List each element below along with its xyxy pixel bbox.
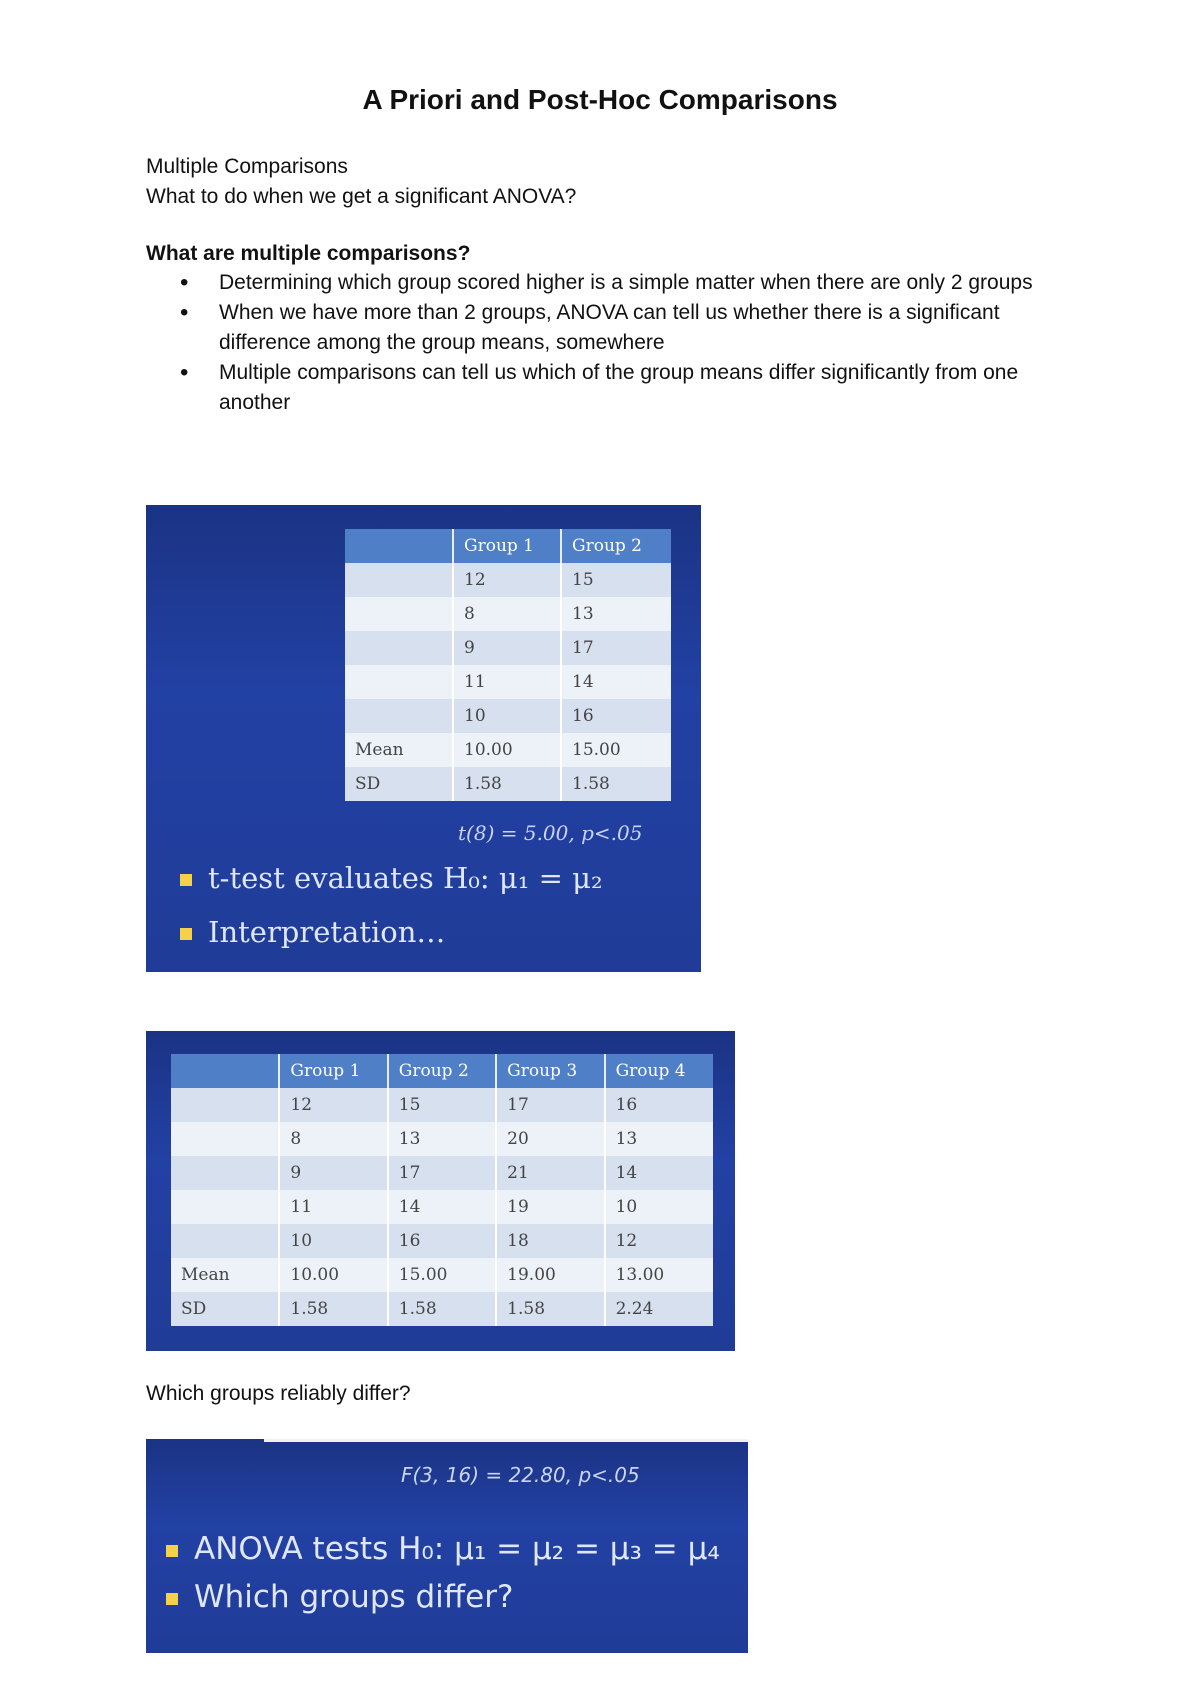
table-cell: 16 — [561, 699, 671, 733]
table-cell: 1.58 — [388, 1292, 496, 1326]
table-row-mean — [345, 733, 671, 767]
anova-result: F(3, 16) = 22.80, p<.05 — [401, 1463, 640, 1487]
table-cell: Mean — [171, 1258, 279, 1292]
table-cell: 12 — [605, 1224, 713, 1258]
table-cell: 12 — [453, 563, 561, 597]
table-cell: 17 — [496, 1088, 604, 1122]
divider — [264, 1439, 748, 1442]
table-cell: 8 — [279, 1122, 387, 1156]
table-cell: 10 — [279, 1224, 387, 1258]
page-title: A Priori and Post-Hoc Comparisons — [362, 84, 838, 115]
table-cell: 21 — [496, 1156, 604, 1190]
table-cell: 17 — [388, 1156, 496, 1190]
table-cell: 11 — [453, 665, 561, 699]
table-cell: 12 — [279, 1088, 387, 1122]
table-cell: 9 — [453, 631, 561, 665]
table-cell: 16 — [605, 1088, 713, 1122]
table-cell: 1.58 — [561, 767, 671, 801]
question-text: Which groups reliably differ? — [146, 1382, 411, 1405]
slide-bullet — [166, 1579, 513, 1615]
table-row — [171, 1190, 713, 1224]
bullet-square-icon — [166, 1593, 178, 1605]
table-row-sd — [345, 767, 671, 801]
header-cell: Group 2 — [561, 529, 671, 563]
table-cell: 13 — [605, 1122, 713, 1156]
slide-four-groups — [146, 1031, 735, 1351]
bullet-square-icon — [180, 874, 192, 886]
bullet-list — [146, 268, 1046, 418]
table-cell: 10.00 — [279, 1258, 387, 1292]
table-cell: 2.24 — [605, 1292, 713, 1326]
four-group-table — [171, 1054, 713, 1326]
two-group-table — [345, 529, 671, 801]
t-test-result: t(8) = 5.00, p<.05 — [458, 821, 643, 845]
table-row — [171, 1088, 713, 1122]
table-row — [345, 665, 671, 699]
header-cell: Group 3 — [496, 1054, 604, 1088]
intro-line-1: Multiple Comparisons — [146, 155, 348, 178]
table-cell: 10 — [605, 1190, 713, 1224]
table-cell — [345, 631, 453, 665]
table-cell: 19 — [496, 1190, 604, 1224]
bullet-item: • Multiple comparisons can tell us which of the group means differ significantly from one another — [146, 358, 1046, 418]
header-cell: Group 1 — [453, 529, 561, 563]
table-cell — [345, 699, 453, 733]
table-cell: Mean — [345, 733, 453, 767]
table-cell: 16 — [388, 1224, 496, 1258]
slide-bullet — [166, 1531, 720, 1567]
table-row-mean — [171, 1258, 713, 1292]
intro — [146, 152, 576, 212]
table-row — [171, 1156, 713, 1190]
table-cell: 1.58 — [279, 1292, 387, 1326]
table-cell: 8 — [453, 597, 561, 631]
table-cell: 14 — [605, 1156, 713, 1190]
table-row — [171, 1122, 713, 1156]
table-header-row — [171, 1054, 713, 1088]
table-cell — [171, 1122, 279, 1156]
table-cell — [171, 1088, 279, 1122]
table-cell: 10.00 — [453, 733, 561, 767]
header-cell — [171, 1054, 279, 1088]
bullet-square-icon — [180, 928, 192, 940]
slide-bullet — [180, 861, 603, 895]
table-cell: 14 — [561, 665, 671, 699]
table-cell — [171, 1224, 279, 1258]
table-cell: 1.58 — [453, 767, 561, 801]
header-cell: Group 2 — [388, 1054, 496, 1088]
table-cell: 15.00 — [388, 1258, 496, 1292]
intro-line-2: What to do when we get a significant ANOVA? — [146, 185, 577, 208]
table-cell: 15.00 — [561, 733, 671, 767]
table-cell — [345, 563, 453, 597]
table-row — [171, 1224, 713, 1258]
bullet-item: • Determining which group scored higher is a simple matter when there are only 2 groups — [146, 268, 1046, 298]
bullet-item: • When we have more than 2 groups, ANOVA can tell us whether there is a significant difference among the group means, somewhere — [146, 298, 1046, 358]
slide-two-groups — [146, 505, 701, 972]
table-cell: 14 — [388, 1190, 496, 1224]
slide-bullet-text: Which groups differ? — [194, 1579, 514, 1615]
table-row — [345, 563, 671, 597]
table-row — [345, 631, 671, 665]
table-cell: 13 — [561, 597, 671, 631]
table-row — [345, 597, 671, 631]
table-cell: 11 — [279, 1190, 387, 1224]
table-cell: 15 — [388, 1088, 496, 1122]
header-cell: Group 4 — [605, 1054, 713, 1088]
table-cell — [345, 597, 453, 631]
table-cell: SD — [345, 767, 453, 801]
table-cell — [345, 665, 453, 699]
table-cell: 17 — [561, 631, 671, 665]
table-cell — [171, 1190, 279, 1224]
table-cell: 15 — [561, 563, 671, 597]
table-row-sd — [171, 1292, 713, 1326]
slide-bullet-text: Interpretation… — [208, 915, 446, 949]
table-cell: 1.58 — [496, 1292, 604, 1326]
bullet-square-icon — [166, 1545, 178, 1557]
table-header-row — [345, 529, 671, 563]
slide-bullet-text: t-test evaluates H₀: μ₁ = μ₂ — [208, 861, 603, 895]
table-cell: 13 — [388, 1122, 496, 1156]
table-cell: 19.00 — [496, 1258, 604, 1292]
table-cell — [171, 1156, 279, 1190]
table-cell: 18 — [496, 1224, 604, 1258]
table-cell: SD — [171, 1292, 279, 1326]
table-row — [345, 699, 671, 733]
header-cell: Group 1 — [279, 1054, 387, 1088]
header-cell — [345, 529, 453, 563]
section-heading: What are multiple comparisons? — [146, 242, 471, 265]
slide-bullet — [180, 915, 445, 949]
table-cell: 13.00 — [605, 1258, 713, 1292]
table-cell: 9 — [279, 1156, 387, 1190]
table-cell: 20 — [496, 1122, 604, 1156]
table-cell: 10 — [453, 699, 561, 733]
slide-anova — [146, 1439, 748, 1653]
slide-bullet-text: ANOVA tests H₀: μ₁ = μ₂ = μ₃ = μ₄ — [194, 1531, 720, 1567]
